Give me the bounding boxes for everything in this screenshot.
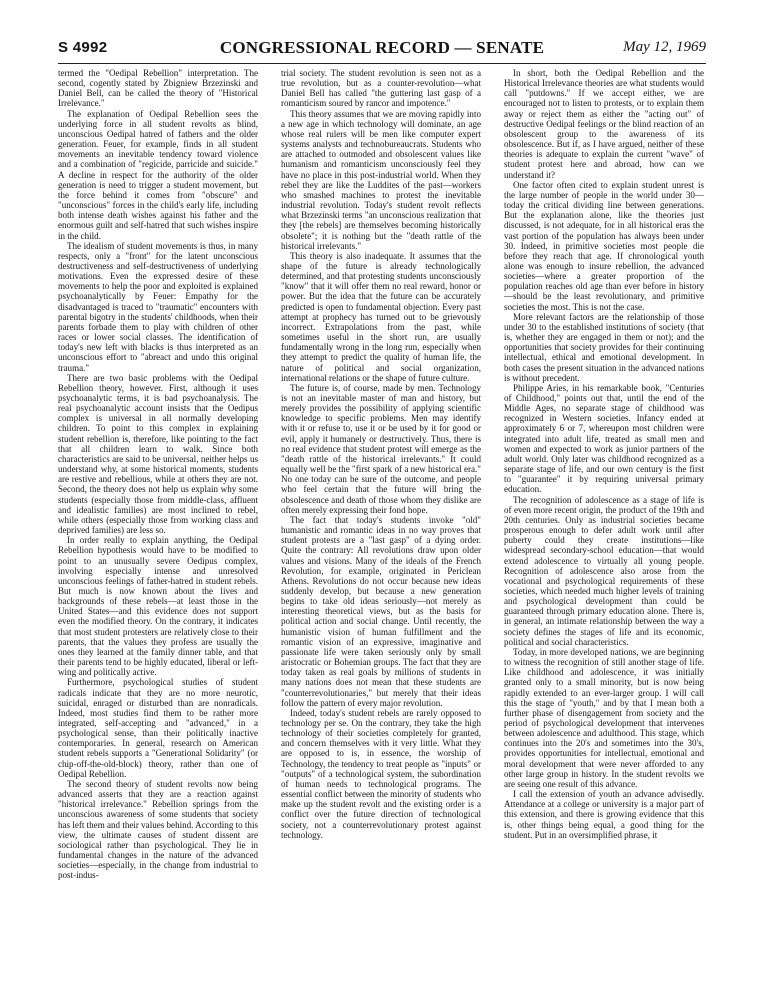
text-column-1	[58, 68, 258, 970]
paragraph: In short, both the Oedipal Rebellion and the Historical Irrelevance theories are what students would call "putdowns." If we accept either, we are encouraged not to listen to protests, or to explain them away or reject them as either the "acting out" of destructive Oedipal feelings or the blind reaction of an obsolescent group to the awareness of its obsolescence. But if, as I have argued, neither of these theories is adequate to explain the current "wave" of student protest here and abroad, how can we understand it?	[504, 68, 704, 180]
issue-date: May 12, 1969	[623, 39, 706, 55]
paragraph: This theory assumes that we are moving rapidly into a new age in which technology will dominate, an age whose real rulers will be men like computer expert systems analysts and technobureaucrats. Students who are attached to outmoded and obsolescent values like humanism and romanticism unconsciously feel they have no place in this post-industrial world. When they rebel they are like the Luddites of the past—workers who smashed machines to protest the inevitable industrial revolution. Today's student revolt reflects what Brzezinski terms "an unconscious realization that they [the rebels] are themselves becoming historically obsolete"; it is nothing but the "death rattle of the historical irrelevants."	[281, 108, 481, 251]
paragraph: The explanation of Oedipal Rebellion sees the underlying force in all student revolts as blind, unconscious Oedipal hatred of fathers and the older generation. Feuer, for example, finds in all student movements an inevitable tendency toward violence and a combination of "regicide, parricide and suicide." A decline in respect for the authority of the older generation is need to trigger a student movement, but the force behind it comes from "obscure" and "unconscious" forces in the child's early life, including both intense death wishes against his father and the enormous guilt and self-hatred that such wishes inspire in the child.	[58, 108, 258, 241]
paragraph: More relevant factors are the relationship of those under 30 to the established institutions of society (that is, whether they are engaged in them or not); and the opportunities that society provides for their continuing intellectual, ethical and emotional development. In both cases the present situation in the advanced nations is without precedent.	[504, 311, 704, 383]
paragraph: Indeed, today's student rebels are rarely opposed to technology per se. On the contrary, they take the high technology of their societies completely for granted, and concern themselves with it very little. What they are opposed to is, in essence, the worship of Technology, the tendency to treat people as "inputs" or "outputs" of a technological system, the subordination of human needs to technological programs. The essential conflict between the minority of students who make up the student revolt and the existing order is a conflict over the future direction of technological society, not a counterrevolutionary protest against technology.	[281, 707, 481, 840]
text-column-3	[504, 68, 704, 970]
page-header	[58, 38, 706, 62]
paragraph: The fact that today's students invoke "old" humanistic and romantic ideas in no way proves that student protests are a "last gasp" of a dying order. Quite the contrary: All revolutions draw upon older values and visions. Many of the ideals of the French Revolution, for example, originated in Periclean Athens. Revolutions do not occur because new ideas suddenly develop, but because a new generation begins to take old ideas seriously—not merely as interesting theoretical views, but as the basis for political action and social change. Until recently, the humanistic vision of human fulfillment and the romantic vision of an expressive, imaginative and passionate life were taken seriously only by small aristocratic or Bohemian groups. The fact that they are today taken as real goals by millions of students in many nations does not mean that these students are "counterrevolutionaries," but merely that their ideas follow the pattern of every major revolution.	[281, 514, 481, 708]
paragraph: Today, in more developed nations, we are beginning to witness the recognition of still another stage of life. Like childhood and adolescence, it was initially granted only to a small minority, but is now being rapidly extended to an ever-larger group. I will call this the stage of "youth," and by that I mean both a further phase of disengagement from society and the period of psychological development that intervenes between adolescence and adulthood. This stage, which continues into the 20's and sometimes into the 30's, provides opportunities for intellectual, emotional and moral development that were never afforded to any other large group in history. In the student revolts we are seeing one result of this advance.	[504, 646, 704, 789]
page-number: S 4992	[58, 39, 108, 56]
text-column-2	[281, 68, 481, 970]
paragraph: In order really to explain anything, the Oedipal Rebellion hypothesis would have to be modified to point to an unusually severe Oedipus complex, involving especially intense and unresolved unconscious feelings of father-hatred in student rebels. But much is now known about the lives and backgrounds of these rebels—at least those in the United States—and this evidence does not support even the modified theory. On the contrary, it indicates that most student protesters are relatively close to their parents, that the values they profess are usually the ones they learned at the family dinner table, and that their parents tend to be highly educated, liberal or left-wing and politically active.	[58, 535, 258, 678]
journal-title: CONGRESSIONAL RECORD — SENATE	[219, 38, 545, 57]
paragraph: Furthermore, psychological studies of student radicals indicate that they are no more neurotic, suicidal, enraged or disturbed than are nonradicals. Indeed, most studies find them to be rather more integrated, self-accepting and "advanced," in a psychological sense, than their politically inactive contemporaries. In general, research on American student rebels supports a "Generational Solidarity" (or chip-off-the-old-block) theory, rather than one of Oedipal Rebellion.	[58, 677, 258, 779]
header-rule	[58, 63, 706, 64]
paragraph: termed the "Oedipal Rebellion" interpretation. The second, cogently stated by Zbigniew Brzezinski and Daniel Bell, can be called the theory of "Historical Irrelevance."	[58, 68, 258, 109]
paragraph: The future is, of course, made by men. Technology is not an inevitable master of man and history, but merely provides the possibility of applying scientific knowledge to specific problems. Men may identify with it or refuse to, use it or be used by it for good or evil, apply it humanely or destructively. Thus, there is no real evidence that student protest will emerge as the "death rattle of the historical irrelevants." It could equally well be the "first spark of a new historical era." No one today can be sure of the outcome, and people who feel certain that the future will bring the obsolescence and death of those whom they dislike are often merely expressing their fond hope.	[281, 382, 481, 515]
paragraph: This theory is also inadequate. It assumes that the shape of the future is already technologically determined, and that protesting students unconsciously "know" that it will offer them no real reward, honor or power. But the idea that the future can be accurately predicted is open to fundamental objection. Every past attempt at prophecy has turned out to be grievously incorrect. Extrapolations from the past, while sometimes useful in the short run, are usually fundamentally wrong in the long run, especially when they attempt to predict the quality of human life, the nature of political and social organization, international relations or the shape of future culture.	[281, 250, 481, 383]
paragraph: Philippe Aries, in his remarkable book, "Centuries of Childhood," points out that, until the end of the Middle Ages, no separate stage of childhood was recognized in Western societies. Infancy ended at approximately 6 or 7, whereupon most children were integrated into adult life, treated as small men and women and expected to work as junior partners of the adult world. Only later was childhood recognized as a separate stage of life, and our own century is the first to "guarantee" it by requiring universal primary education.	[504, 382, 704, 495]
paragraph: I call the extension of youth an advance advisedly. Attendance at a college or university is a major part of this extension, and there is growing evidence that this is, other things being equal, a good thing for the student. Put in an oversimplified phrase, it	[504, 789, 704, 840]
paragraph: trial society. The student revolution is seen not as a true revolution, but as a counter-revolution—what Daniel Bell has called "the guttering last gasp of a romanticism soured by rancor and impotence."	[281, 68, 481, 109]
paragraph: The idealism of student movements is thus, in many respects, only a "front" for the latent unconscious destructiveness and self-destructiveness of underlying motivations. Even the expressed desire of these movements to help the poor and exploited is explained psychoanalytically by Feuer: Empathy for the disadvantaged is traced to "traumatic" encounters with parental bigotry in the students' childhoods, when their parents forbade them to play with children of other races or lower social classes. The identification of today's new left with blacks is thus interpreted as an unconscious effort to "abreact and undo this original trauma."	[58, 240, 258, 373]
paragraph: There are two basic problems with the Oedipal Rebellion theory, however. First, although it uses psychoanalytic terms, it is bad psychoanalysis. The real psychoanalytic account insists that the Oedipus complex is universal in all normally developing children. To point to this complex in explaining student rebellion is, therefore, like pointing to the fact that all children learn to walk. Since both characteristics are said to be universal, neither helps us understand why, at some historical moments, students are restive and rebellious, while at others they are not. Second, the theory does not help us explain why some students (especially those from middle-class, affluent and idealistic families) are most inclined to rebel, while others (especially those from working class and deprived families) are less so.	[58, 372, 258, 536]
paragraph: One factor often cited to explain student unrest is the large number of people in the world under 30—today the critical dividing line between generations. But the explanation alone, like the theories just discussed, is not adequate, for in all historical eras the vast portion of the population has always been under 30. Indeed, in primitive societies most people die before they reach that age. If chronological youth alone was enough to insure rebellion, the advanced societies—where a greater proportion of the population reaches old age than ever before in history—should be the least revolutionary, and primitive societies the most. This is not the case.	[504, 179, 704, 312]
paragraph: The recognition of adolescence as a stage of life is of even more recent origin, the product of the 19th and 20th centuries. Only as industrial societies became prosperous enough to defer adult work until after puberty could they create institutions—like widespread secondary-school education—that would extend adolescence to virtually all young people. Recognition of adolescence also arose from the vocational and psychological requirements of these societies, which needed much higher levels of training and psychological development than could be guaranteed through primary education alone. There is, in general, an intimate relationship between the way a society defines the stages of life and its economic, political and social characteristics.	[504, 494, 704, 647]
paragraph: The second theory of student revolts now being advanced asserts that they are a reaction against "historical irrelevance." Rebellion springs from the unconscious awareness of some students that society has left them and their values behind. According to this view, the ultimate causes of student dissent are sociological rather than psychological. They lie in fundamental changes in the nature of the advanced societies—especially, in the change from industrial to post-indus-	[58, 778, 258, 881]
